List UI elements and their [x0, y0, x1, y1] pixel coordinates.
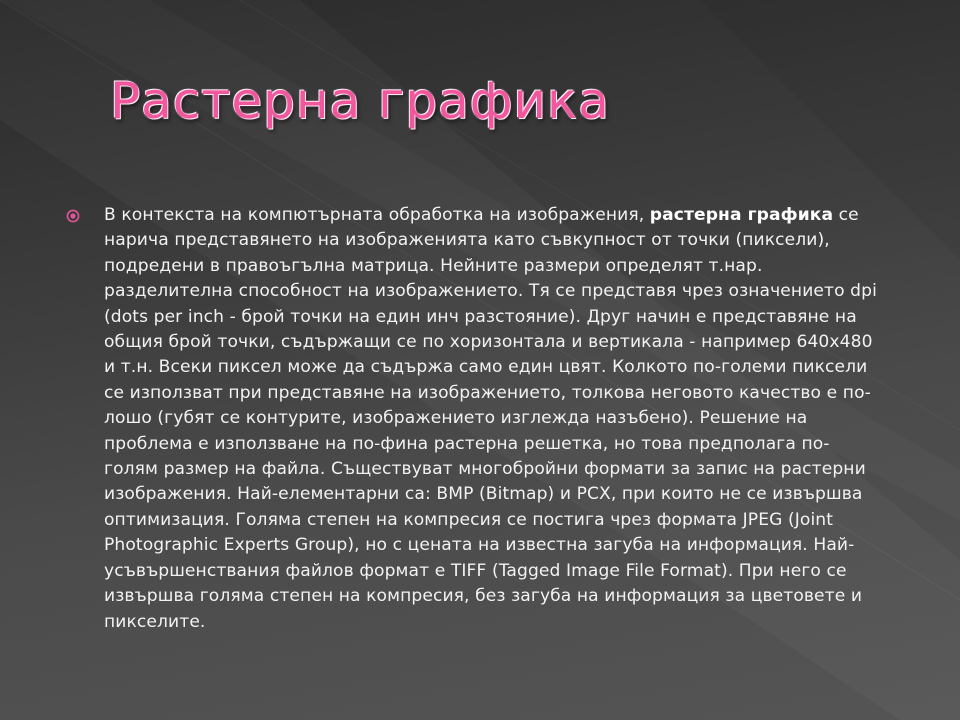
- slide-title: Растерна графика: [110, 72, 610, 130]
- bullet-paragraph: [104, 203, 879, 635]
- circled-dot-bullet-icon: [66, 209, 80, 223]
- paragraph-body-text: се нарича представянето на изображенията като съвкупност от точки (пиксели), подредени в правоъгълна матрица. Нейните размери определят т.нар. разделителна способност на изображението. Тя се представя чрез означението dpi (dots per inch - брой точки на един инч разстояние). Друг начин е представяне на общия брой точки, съдържащи се по хоризонтала и вертикала - например 640x480 и т.н. Всеки пиксел може да съдържа само един цвят. Колкото по-големи пиксели се използват при представяне на изображението, толкова неговото качество е по-лошо (губят се контурите, изображението изглежда назъбено). Решение на проблема е използване на по-фина растерна решетка, но това предполага по-голям размер на файла. Съществуват многобройни формати за запис на растерни изображения. Най-елементарни са: BMP (Bitmap) и PCX, при които не се извършва оптимизация. Голяма степен на компресия се постига чрез формата JPEG (Joint Photographic Experts Group), но с цената на известна загуба на информация. Най-усъвършенствания файлов формат е TIFF (Tagged Image File Format). При него се извършва голяма степен на компресия, без загуба на информация за цветовете и пикселите.: [104, 205, 877, 632]
- paragraph-lead-text: В контекста на компютърната обработка на изображения,: [104, 205, 650, 225]
- bullet-list-item: [66, 203, 886, 635]
- paragraph-bold-term: растерна графика: [649, 205, 834, 225]
